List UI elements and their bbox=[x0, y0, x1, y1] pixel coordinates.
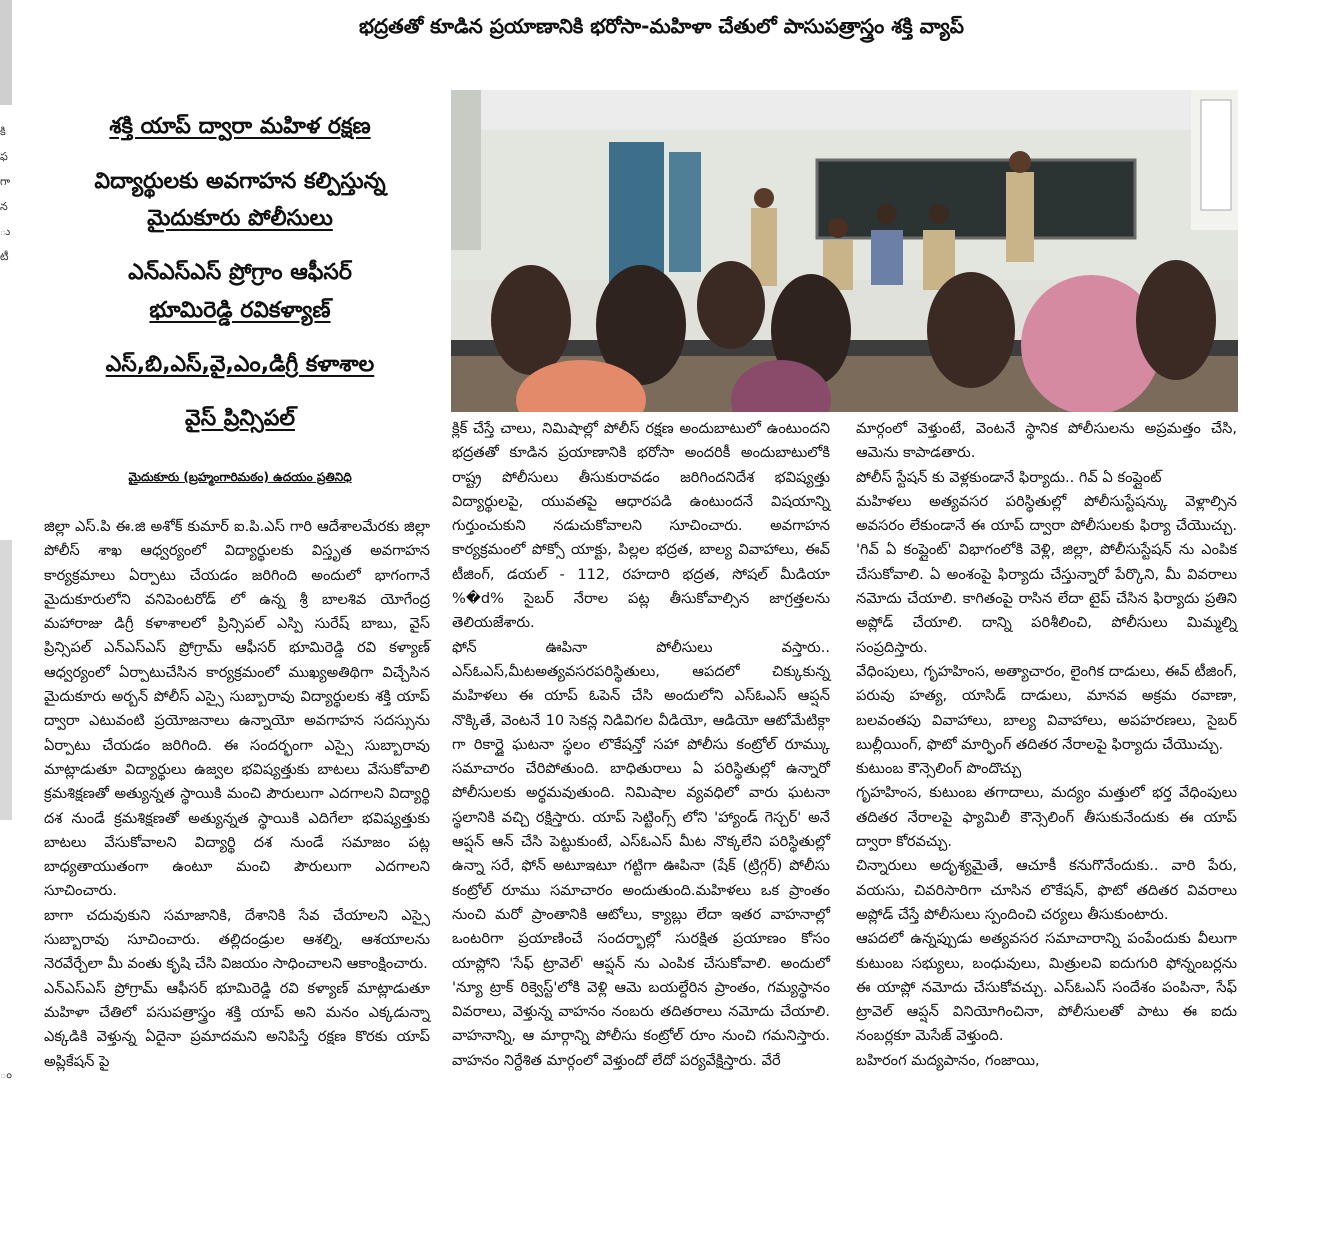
article-paragraph: మహిళలు అత్యవసర పరిస్థితుల్లో పోలీసుస్టేషన్కు వెళ్లాల్సిన అవసరం లేకుండానే ఈ యాప్ ద్వారా పోలీసులకు ఫిర్యా చేయొచ్చు. 'గివ్ ఏ కంప్లైంట్' విభాగంలోకి వెళ్లి, జిల్లా, పోలీసుస్టేషన్ ను ఎంపిక చేసుకోవాలి. ఏ అంశంపై ఫిర్యాదు చేస్తున్నారో పేర్కొని, మీ వివరాలు నమోదు చేయాలి. కాగితంపై రాసిన లేదా టైప్ చేసిన ఫిర్యాదు ప్రతిని అప్లోడ్ చేయాలి. దాన్ని పరిశీలించి, పోలీసులు మిమ్మల్ని సంప్రదిస్తారు. bbox=[856, 492, 1237, 656]
edge-text: న bbox=[0, 200, 8, 213]
edge-photo-strip bbox=[0, 0, 12, 105]
edge-text: ఫ bbox=[0, 150, 8, 163]
subhead-vice-principal: వైస్ ప్రిన్సిపల్ bbox=[185, 406, 295, 431]
article-column-3 bbox=[856, 417, 1237, 1073]
subhead-officer-name: భూమిరెడ్డి రవికళ్యాణ్ bbox=[149, 298, 331, 323]
edge-text: గా bbox=[0, 175, 11, 188]
article-paragraph: కుటుంబ కౌన్సెలింగ్ పొందొచ్చు bbox=[856, 760, 1022, 778]
edge-text: కి bbox=[0, 125, 6, 138]
article-paragraph: ఫోన్ ఊపినా పోలీసులు వస్తారు.. ఎస్ఓఎస్,మీటఅత్యవసరపరిస్థితులు, ఆపదలో చిక్కుకున్న మహిళలు ఈ యాప్ ఓపెన్ చేసి అందులోని ఎస్ఓఎస్ ఆప్షన్ నొక్కితే, వెంటనే 10 సెకన్ల నిడివిగల వీడియో, ఆడియో ఆటోమేటిక్గా గా రికార్డై ఘటనా స్థలం లొకేషన్తో సహా పోలీసు కంట్రోల్ రూమ్కు సమాచారం చేరిపోతుంది. బాధితురాలు ఏ పరిస్థితుల్లో ఉన్నారో పోలీసులకు అర్థమవుతుంది. నిమిషాల వ్యవధిలో వారు ఘటనా స్థలానికి వచ్చి రక్షిస్తారు. యాప్ సెట్టింగ్స్ లోని 'హ్యాండ్ గెస్చర్' అనే ఆప్షన్ ఆన్ చేసి పెట్టుకుంటే, ఎస్ఓఎస్ మీట నొక్కలేని పరిస్థితుల్లో ఉన్నా సరే, ఫోన్ అటూఇటూ గట్టిగా ఊపినా (షేక్ (ట్రిగ్గర్) పోలీసు కంట్రోల్ రూము సమాచారం అందుతుంది.మహిళలు ఒక ప్రాంతం నుంచి మరో ప్రాంతానికి ఆటోలు, క్యాబ్లు లేదా ఇతర వాహనాల్లో ఒంటరిగా ప్రయాణించే సందర్భాల్లో సురక్షిత ప్రయాణం కోసం యాప్లోని 'సేఫ్ ట్రావెల్' ఆప్షన్ ను ఎంపిక చేసుకోవాలి. అందులో 'న్యూ ట్రాక్ రిక్వెస్ట్'లోకి వెళ్లి ఆమె బయల్దేరిన ప్రాంతం, గమ్యస్థానం వివరాలు, వెళ్తున్న వాహనం నంబరు తదితరాలు నమోదు చేయాలి. వాహనాన్ని, ఆ మార్గాన్ని పోలీసు కంట్రోల్ రూం నుంచి గమనిస్తారు. వాహనం నిర్దేశిత మార్గంలో వెళ్తుందో లేదో పర్యవేక్షిస్తారు. వేరే bbox=[452, 638, 830, 1069]
headline: భద్రతతో కూడిన ప్రయాణానికి భరోసా-మహిళా చేతులో పాసుపత్రాస్త్రం శక్తి వ్యాప్ bbox=[359, 14, 964, 38]
edge-text: ం bbox=[0, 1068, 12, 1081]
article-paragraph: బాగా చదువుకుని సమాజానికి, దేశానికి సేవ చేయాలని ఎస్సై సుబ్బారావు సూచించారు. తల్లిదండ్రుల ఆశల్ని, ఆశయాలను నెరవేర్చేలా మీ వంతు కృషి చేసి విజయం సాధించాలని ఆకాంక్షించారు. bbox=[44, 906, 430, 973]
article-column-2 bbox=[452, 417, 830, 1073]
edge-text: టీ bbox=[0, 250, 9, 263]
subhead-college: ఎస్,బి,ఎస్,వై,ఎం,డిగ్రీ కళాశాల bbox=[105, 352, 375, 377]
article-paragraph: ఆపదలో ఉన్నప్పుడు అత్యవసర సమాచారాన్ని పంపేందుకు వీలుగా కుటుంబ సభ్యులు, బంధువులు, మిత్రులవి ఐదుగురి ఫోన్నంబర్లను ఈ యాప్లో నమోదు చేసుకోవచ్చు. ఎస్ఓఎస్ సందేశం పంపినా, సేఫ్ ట్రావెల్ ఆప్షన్ వినియోగించినా, పోలీసులతో పాటు ఈ ఐదు నంబర్లకూ మెసేజ్ వెళ్తుంది. bbox=[856, 930, 1237, 1045]
article-paragraph: ఎన్ఎస్ఎస్ ప్రోగ్రామ్ ఆఫీసర్ భూమిరెడ్డి రవి కళ్యాణ్ మాట్లాడుతూ మహిళా చేతిలో పసుపత్రాస్త్రం శక్తి యాప్ అని మనం ఎక్కడున్నా ఎక్కడికి వెళ్తున్న ఏదైనా ప్రమాదమని అనిపిస్తే రక్షణ కొరకు యాప్ అప్లికేషన్ పై bbox=[44, 979, 430, 1070]
byline: మైదుకూరు (బ్రహ్మంగారిమఠం) ఉదయం ప్రతినిధి bbox=[128, 470, 352, 484]
article-paragraph: వేధింపులు, గృహహింస, అత్యాచారం, లైంగిక దాడులు, ఈవ్ టీజింగ్, పరువు హత్య, యాసిడ్ దాడులు, మానవ అక్రమ రవాణా, బలవంతపు వివాహాలు, బాల్య వివాహాలు, అపహరణలు, సైబర్ బుల్లీయింగ్, ఫొటో మార్ఫింగ్ తదితర నేరాలపై ఫిర్యాదు చేయొచ్చు. bbox=[856, 662, 1237, 753]
edge-text: ు bbox=[0, 225, 11, 238]
article-paragraph: బహిరంగ మద్యపానం, గంజాయి, bbox=[856, 1051, 1040, 1069]
subhead-shakti-app: శక్తి యాప్ ద్వారా మహిళ రక్షణ bbox=[109, 114, 371, 139]
article-paragraph: మార్గంలో వెళ్తుంటే, వెంటనే స్థానిక పోలీసులను అప్రమత్తం చేసి, ఆమెను కాపాడతారు. bbox=[856, 420, 1237, 462]
article-column-1 bbox=[44, 515, 430, 1074]
subhead-nss-officer: ఎన్ఎస్ఎస్ ప్రోగ్రాం ఆఫీసర్ bbox=[128, 260, 352, 285]
classroom-photo bbox=[451, 90, 1238, 412]
article-paragraph: గృహహింస, కుటుంబ తగాదాలు, మద్యం మత్తులో భర్త వేధింపులు తదితర నేరాలపై ఫ్యామిలీ కౌన్సెలింగ్ తీసుకునేందుకు ఈ యాప్ ద్వారా కోరవచ్చు. bbox=[856, 784, 1237, 851]
article-paragraph: క్లిక్ చేస్తే చాలు, నిమిషాల్లో పోలీస్ రక్షణ అందుబాటులో ఉంటుందని భద్రతతో కూడిన ప్రయాణానికి భరోసా అందరికీ అందుబాటులోకి రాష్ట్ర పోలీసులు తీసుకురావడం జరిగిందనిదేశ భవిష్యత్తు విద్యార్థులపై, యువతపై ఆధారపడి ఉంటుందనే విషయాన్ని గుర్తుంచుకుని నడుచుకోవాలని సూచించారు. అవగాహన కార్యక్రమంలో పోక్సో యాక్టు, పిల్లల భద్రత, బాల్య వివాహాలు, ఈవ్ టీజింగ్, డయల్ - 112, రహదారి భద్రత, సోషల్ మీడియా %�d% సైబర్ నేరాల పట్ల తీసుకోవాల్సిన జాగ్రత్తలను తెలియజేశారు. bbox=[452, 420, 830, 632]
article-paragraph: చిన్నారులు అదృశ్యమైతే, ఆచూకీ కనుగొనేందుకు.. వారి పేరు, వయసు, చివరిసారిగా చూసిన లొకేషన్, ఫొటో తదితర వివరాలు అప్లోడ్ చేస్తే పోలీసులు స్పందించి చర్యలు తీసుకుంటారు. bbox=[856, 857, 1237, 923]
subhead-awareness: విద్యార్థులకు అవగాహన కల్పిస్తున్న bbox=[94, 169, 386, 194]
article-paragraph: జిల్లా ఎస్.పి ఈ.జి అశోక్ కుమార్ ఐ.పి.ఎస్ గారి ఆదేశాలమేరకు జిల్లా పోలీస్ శాఖ ఆధ్వర్యంలో విద్యార్థులకు విస్తృత అవగాహన కార్యక్రమాలు ఏర్పాటు చేయడం జరిగింది అందులో భాగంగానే మైదుకూరులోని వనిపెంటరోడ్ లో ఉన్న శ్రీ బాలశివ యోగేంద్ర మహారాజు డిగ్రీ కళాశాలలో ప్రిన్సిపల్ ఎస్పి సురేష్ బాబు, వైస్ ప్రిన్సిపల్ ఎన్ఎస్ఎస్ ప్రోగ్రామ్ ఆఫీసర్ భూమిరెడ్డి రవి కళ్యాణ్ ఆధ్వర్యంలో ఏర్పాటుచేసిన కార్యక్రమంలో ముఖ్యఅతిథిగా విచ్చేసిన మైదుకూరు అర్బన్ పోలీస్ ఎస్సై సుబ్బారావు విద్యార్థులకు శక్తి యాప్ ద్వారా ఎటువంటి ప్రయోజనాలు ఉన్నాయో అవగాహన సదస్సును ఏర్పాటు చేయడం జరిగింది. ఈ సందర్భంగా ఎస్సై సుబ్బారావు మాట్లాడుతూ విద్యార్థులు ఉజ్వల భవిష్యత్తుకు బాటలు వేసుకోవాలి క్రమశిక్షణతో అత్యున్నత స్థాయికి మంచి పౌరులుగా ఎదగాలని విద్యార్థి దశ నుండే క్రమశిక్షణతో అత్యున్నత స్థాయికి ఎదిగేలా భవిష్యత్తుకు బాటలు వేసుకోవాలని విద్యార్థి దశ నుండే సమాజం పట్ల బాధ్యతాయుతంగా ఉంటూ మంచి పౌరులుగా ఎదగాలని సూచించారు. bbox=[44, 518, 430, 900]
article-paragraph: పోలీస్ స్టేషన్ కు వెళ్లకుండానే ఫిర్యాదు.. గివ్ ఏ కంప్లైంట్ bbox=[856, 468, 1162, 486]
edge-photo-strip bbox=[0, 540, 12, 820]
subhead-police: మైదుకూరు పోలీసులు bbox=[147, 206, 333, 231]
